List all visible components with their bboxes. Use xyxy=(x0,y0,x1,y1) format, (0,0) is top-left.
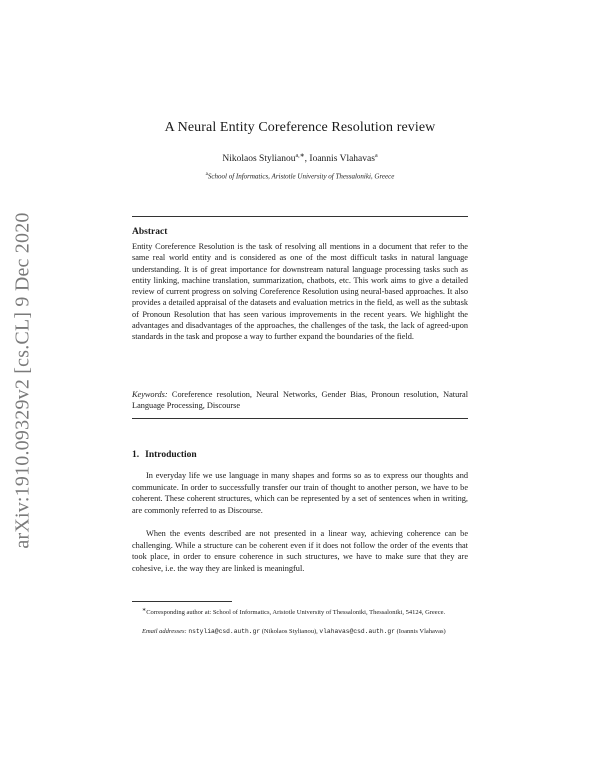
email-owner: (Ioannis Vlahavas) xyxy=(396,628,446,635)
abstract-heading: Abstract xyxy=(132,227,168,237)
author-separator: , xyxy=(304,154,310,165)
footnote-text: Corresponding author at: School of Informatics, Aristotle University of Thessaloniki, Thessaloniki, 54124, Greece. xyxy=(146,609,446,617)
author-affiliation-mark: a xyxy=(374,153,378,159)
arxiv-identifier-stamp xyxy=(8,210,38,550)
abstract-text: Entity Coreference Resolution is the task of resolving all mentions in a document that refer to the same real world entity and is considered as one of the most difficult tasks in natural language understanding. It is of great importance for downstream natural language processing tasks such as entity linking, machine translation, summarization, chatbots, etc. This work aims to give a detailed review of current progress on solving Coreference Resolution using neural-based approaches. It also provides a detailed appraisal of the datasets and evaluation metrics in the field, as well as the subtask of Pronoun Resolution that has seen various improvements in the recent years. We highlight the advantages and disadvantages of the approaches, the challenges of the task, the lack of agreed-upon standards in the task and propose a way to further expand the boundaries of the field. xyxy=(132,242,468,342)
footnote-rule xyxy=(132,601,232,602)
section-heading xyxy=(132,450,197,460)
author-name: Ioannis Vlahavas xyxy=(309,154,375,165)
email-owner: (Nikolaos Stylianou), xyxy=(261,628,318,635)
email-footnote xyxy=(132,627,468,637)
affiliation-text: School of Informatics, Aristotle University of Thessaloniki, Greece xyxy=(207,172,395,181)
affiliation xyxy=(0,172,600,180)
affiliation-mark: a xyxy=(205,172,208,177)
author-name: Nikolaos Stylianou xyxy=(222,154,296,165)
section-title: Introduction xyxy=(145,450,197,460)
keywords-text: Coreference resolution, Neural Networks, Gender Bias, Pronoun resolution, Natural Language Processing, Discourse xyxy=(132,390,469,411)
email-link[interactable]: nstylia@csd.auth.gr xyxy=(188,628,261,635)
keywords xyxy=(132,389,468,412)
footnote-mark: ∗ xyxy=(142,608,147,613)
email-label: Email addresses: xyxy=(142,628,187,635)
corresponding-author-footnote xyxy=(132,606,468,618)
author-list xyxy=(0,152,600,164)
arxiv-identifier-text: arXiv:1910.09329v2 [cs.CL] 9 Dec 2020 xyxy=(11,211,34,549)
keywords-label: Keywords: xyxy=(132,390,168,399)
author-affiliation-mark: a,∗ xyxy=(295,153,305,159)
intro-paragraph: When the events described are not presented in a linear way, achieving coherence can be challenging. While a structure can be coherent even if it does not follow the order of the events that took place, in order to ensure coherence in such structures, we have to make sure that they are cohesive, i.e. the way they are linked is meaningful. xyxy=(132,529,468,573)
paper-title: A Neural Entity Coreference Resolution review xyxy=(164,120,436,135)
abstract-top-rule xyxy=(132,216,468,217)
email-link[interactable]: vlahavas@csd.auth.gr xyxy=(319,628,395,635)
abstract-bottom-rule xyxy=(132,418,468,419)
section-number: 1. xyxy=(132,450,140,460)
intro-paragraph: In everyday life we use language in many shapes and forms so as to express our thoughts and communicate. In order to successfully transfer our train of thought to another person, we have to be coherent. These coherent structures, which can be represented by a set of sentences when in writing, are commonly referred to as Discourse. xyxy=(132,471,468,515)
